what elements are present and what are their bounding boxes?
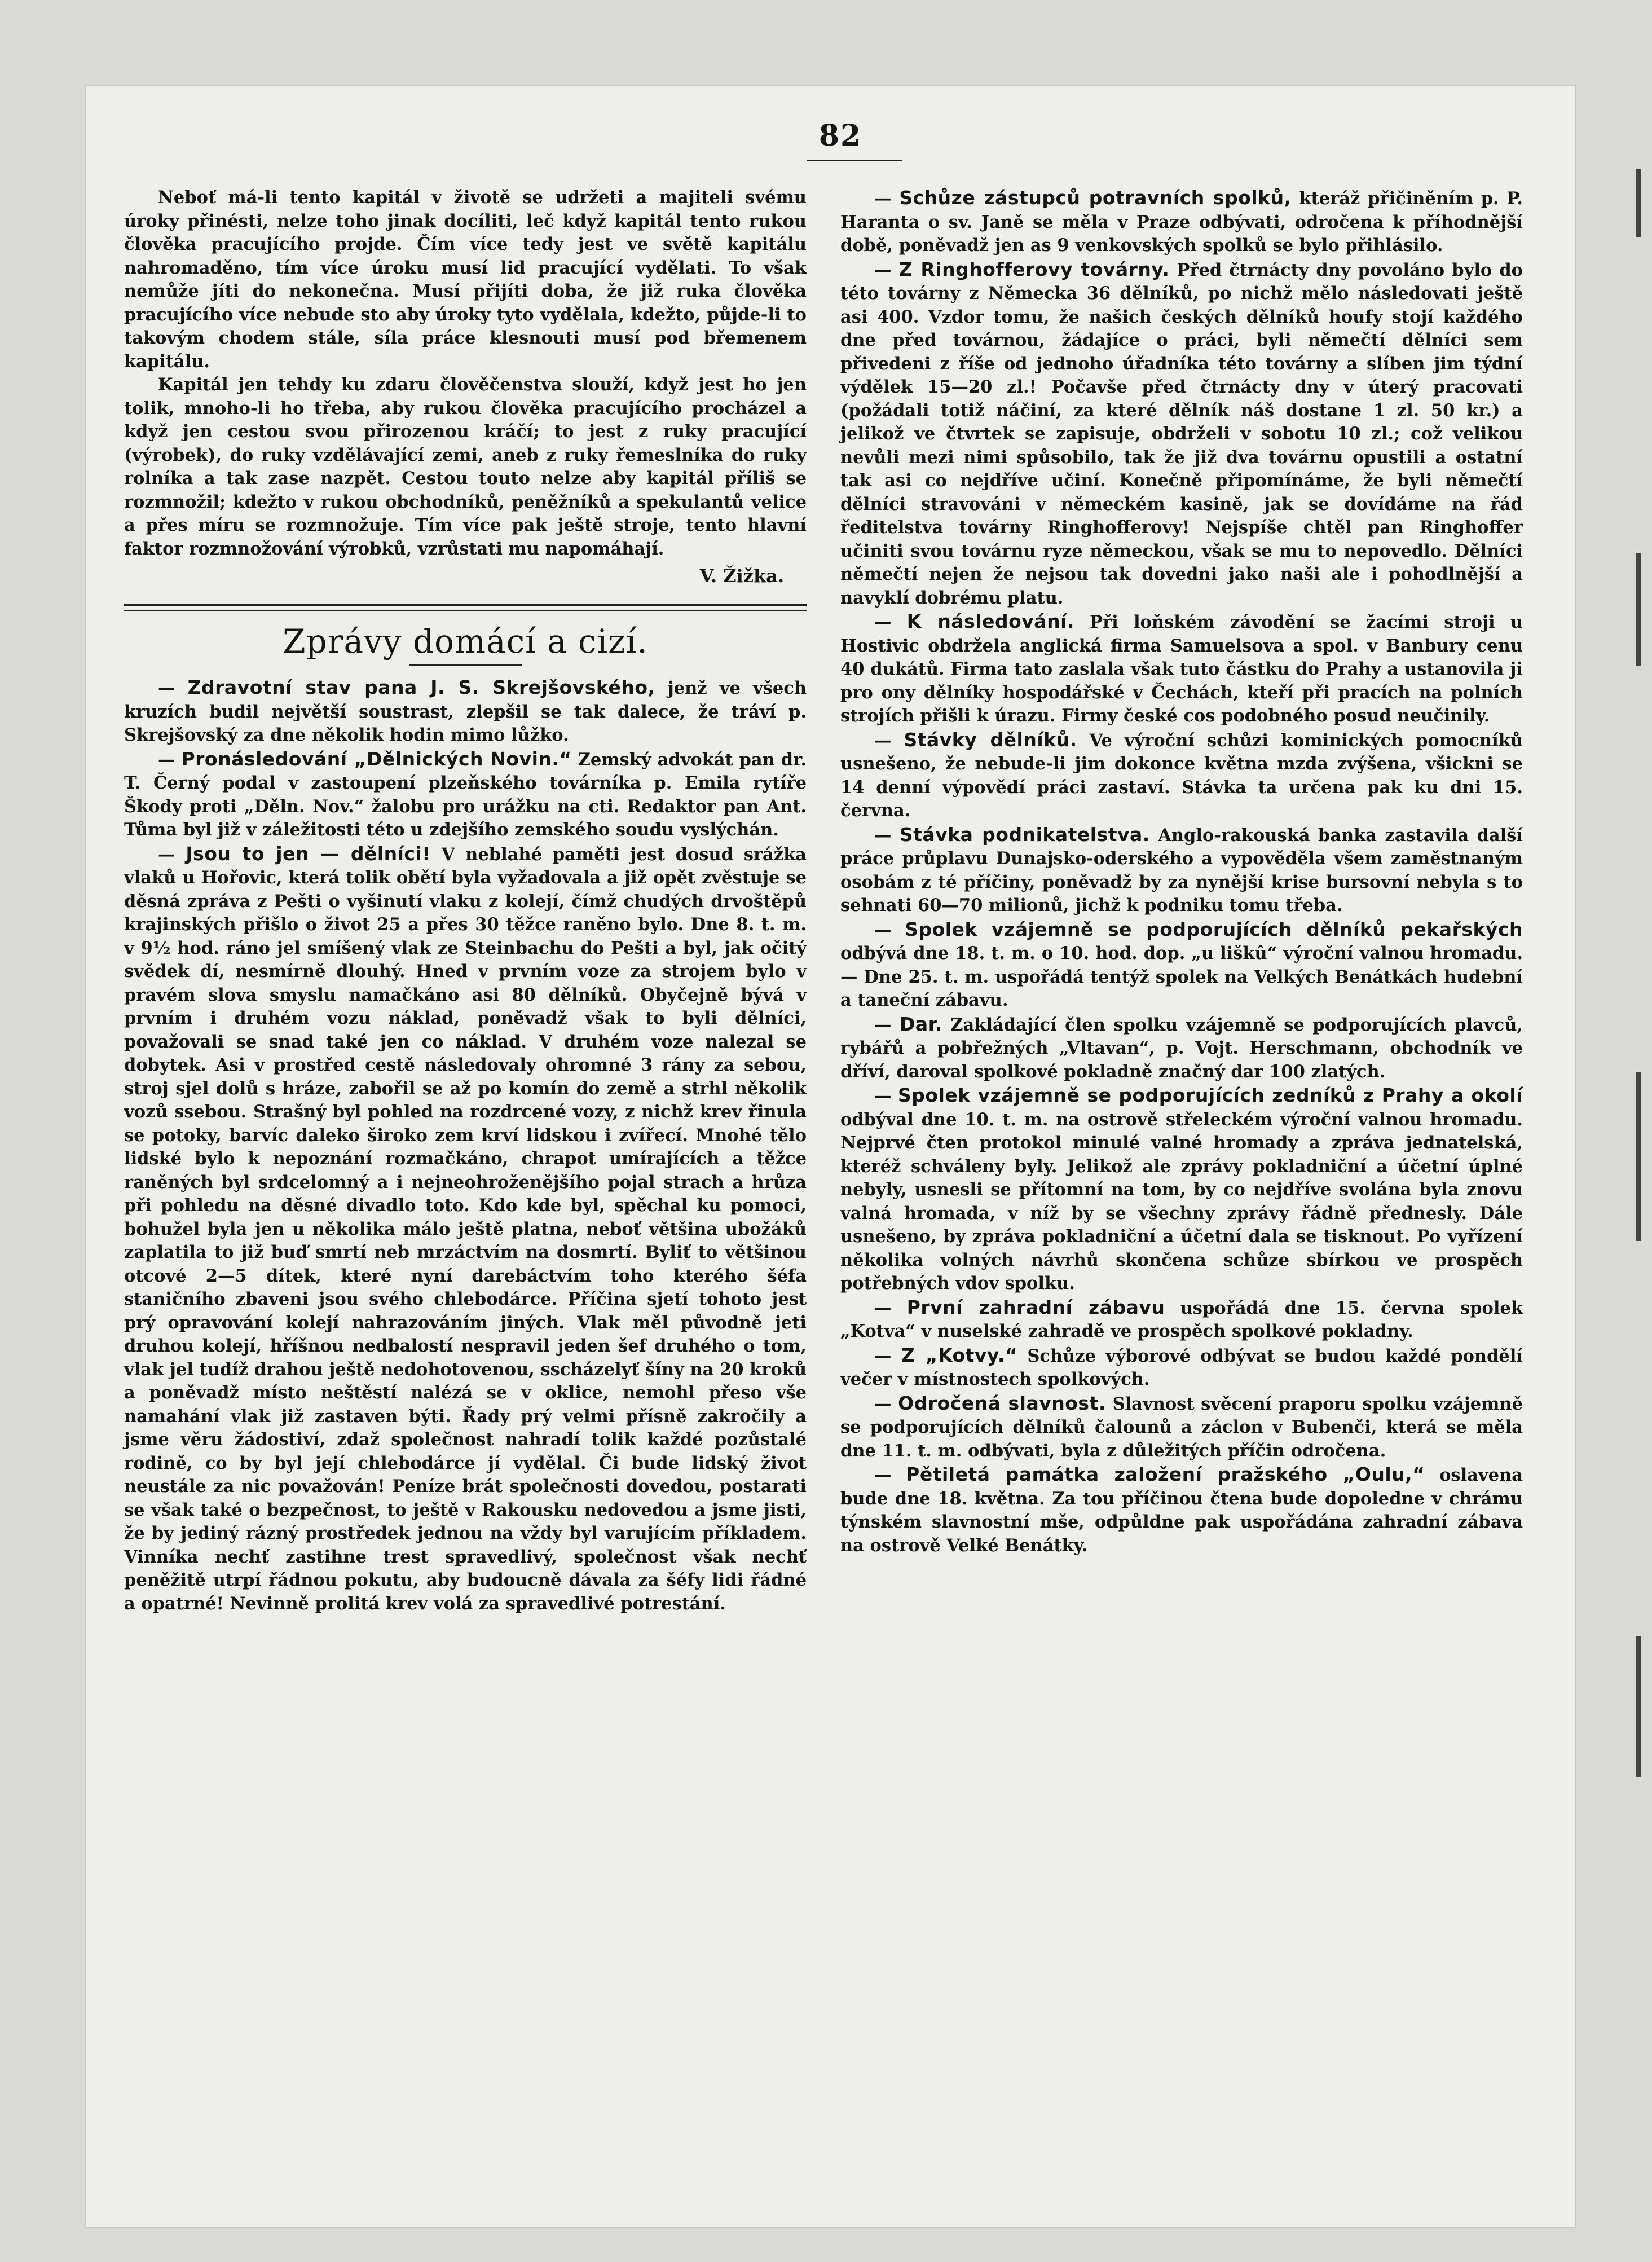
article-paragraph: Kapitál jen tehdy ku zdaru člověčenstva slouží, když jest ho jen tolik, mnoho-li ho třeba, aby rukou člověka pracujícího procházel a když jen cestou svou přirozenou kráčí; to jest z ruky pracující (výrobek), do ruky vzdělávající zemi, aneb z ruky řemeslníka do ruky rolníka a tak zase nazpět. Cestou touto nelze aby kapitál příliš se rozmnožil; kdežto v rukou obchodníků, peněžníků a spekulantů velice a přes míru se rozmnožuje. Tím více pak ještě stroje, tento hlavní faktor rozmnožování výrobků, vzrůstati mu napomáhají. [124,375,807,559]
news-text: oslavena bude dne 18. května. Za tou příčinou čtena bude dopoledne v chrámu týnském slavnostní mše, odpůldne pak uspořádána zahradní zábava na ostrově Velké Benátky. [840,1465,1523,1556]
scan-margin-mark [1636,169,1641,237]
news-headline: Z „Kotvy.“ [901,1344,1018,1366]
news-dash: — [874,188,892,209]
news-headline: Jsou to jen — dělníci! [186,842,431,865]
section-title-rule [409,664,522,666]
page-number: 82 [818,118,862,153]
news-text: Při loňském závodění se žacími stroji u Hostivic obdržela anglická firma Samuelsova a spol. v Banbury cenu 40 dukátů. Firma tato zaslala však tuto částku do Prahy a ustanovila ji pro ony dělníky hospodářské v Čechách, kteří při pracích na polních strojích přišli k úrazu. Firmy české cos podobného posud neučinily. [840,612,1523,726]
news-dash: — [874,1393,892,1414]
news-dash: — [874,1345,892,1366]
news-dash: — [158,678,175,698]
news-headline: Schůze zástupců potravních spolků, [899,187,1292,209]
news-item [124,842,807,1616]
news-headline: Stávka podnikatelstva. [899,823,1150,846]
news-text: Zakládající člen spolku vzájemně se podporujících plavců, rybářů a pobřežných „Vltavan“, p. Vojt. Herschmann, obchodník ve dříví, daroval spolkové pokladně značný dar 100 zlatých. [840,1014,1523,1082]
news-text: uspořádá dne 15. června spolek „Kotva“ v nuselské zahradě ve prospěch spolkové pokladny. [840,1297,1523,1341]
news-headline: Zdravotní stav pana J. S. Skrejšovského, [187,676,655,698]
news-dash: — [874,1086,892,1106]
news-item [840,1392,1523,1463]
news-item [840,1296,1523,1344]
news-headline: Pětiletá památka založení pražského „Oulu,“ [906,1463,1425,1485]
news-item [840,1463,1523,1557]
news-text: kteráž přičiněním p. P. Haranta o sv. Janě se měla v Praze odbývati, odročena k příhodnější době, poněvadž jen as 9 venkovských spolků se bylo přihlásilo. [840,188,1523,256]
news-text: Ve výroční schůzi kominických pomocníků usnešeno, že nebude-li jim dokonce května mzda zvýšena, všickni se 14 denní výpovědí práci zastaví. Stávka ta určena pak ku dni 15. června. [840,730,1523,821]
section-divider [124,604,807,611]
news-headline: Odročená slavnost. [898,1392,1106,1414]
news-item [840,1344,1523,1392]
news-item [840,728,1523,823]
scan-margin-mark [1636,1072,1641,1241]
news-item [840,186,1523,258]
news-text: odbývá dne 18. t. m. o 10. hod. dop. „u liškû“ výroční valnou hromadu. — Dne 25. t. m. uspořádá tentýž spolek na Velkých Benátkách hudební a taneční zábavu. [840,943,1523,1010]
news-item [840,610,1523,728]
news-text: odbýval dne 10. t. m. na ostrově střeleckém výroční valnou hromadu. Nejprvé čten protokol minulé valné hromady a zpráva jednatelská, kteréž schváleny byly. Jelikož ale zprávy pokladniční a účetní úplné nebyly, usnesli se přítomní na tom, by co nejdříve svolána byla znovu valná hromada, v níž by se všechny zprávy řádně přednesly. Dále usnešeno, by zpráva pokladniční a účetní dala se tisknout. Po vyřízení několika volných návrhů skončena schůze sbírkou ve prospěch potřebných vdov spolku. [840,1109,1523,1293]
news-headline: Stávky dělníků. [904,728,1077,751]
page-number-rule [807,160,902,161]
news-item [840,823,1523,918]
news-item [124,676,807,747]
news-text: Anglo-rakouská banka zastavila další práce průplavu Dunajsko-oderského a vypověděla všem zaměstnaným osobám z té příčiny, poněvadž by za nynější krise bursovní nebyla s to sehnati 60—70 milionů, jichž k podniku tomu třeba. [840,825,1523,916]
news-item [840,918,1523,1013]
news-headline: První zahradní zábavu [906,1296,1165,1318]
news-text: jenž ve všech kruzích budil největší soustrast, zlepšil se tak dalece, že tráví p. Skrejšovský za dne několik hodin mimo lůžko. [124,678,807,745]
left-column [124,186,807,1616]
news-dash: — [874,1014,892,1035]
scan-margin-mark [1636,1636,1641,1777]
news-dash: — [874,259,892,280]
article-signature: V. Žižka. [699,565,784,587]
news-dash: — [874,730,892,751]
news-dash: — [158,749,175,770]
news-text: Slavnost svěcení praporu spolku vzájemně se podporujících dělníků čalounů a záclon v Bubenči, která se měla dne 11. t. m. odbývati, byla z důležitých příčin odročena. [840,1393,1523,1461]
news-dash: — [158,844,175,865]
news-headline: Pronásledování „Dělnických Novin.“ [181,747,572,770]
news-text: Zemský advokát pan dr. T. Černý podal v zastoupení plzeňského továrníka p. Emila rytíře Škody proti „Děln. Nov.“ žalobu pro urážku na cti. Redaktor pan Ant. Tůma byl již v záležitosti této u zdejšího zemského soudu vyslýchán. [124,749,807,840]
news-text: Před čtrnácty dny povoláno bylo do této továrny z Německa 36 dělníků, po nichž mělo následovati ještě asi 400. Vzdor tomu, že našich českých dělníků houfy stojí každého dne před továrnou, žádajíce o práci, byli němečtí dělníci sem přivedeni z říše od jednoho úřadníka této továrny a slíben jim týdní výdělek 15—20 zl.! Počavše před čtrnácty dny v úterý pracovati (požádali totiž náčiní, za které dělník náš dostane 1 zl. 50 kr.) a jelikož ve čtvrtek se zapisuje, obdrželi v sobotu 10 zl.; což velikou nevůli mezi nimi spůsobilo, tak že již dva továrnu opustili a ostatní tak asi co nejdříve učiní. Konečně připomínáme, že byli němečtí dělníci stravováni v německém kasině, jak se dovídáme na řád ředitelstva továrny Ringhofferovy! Nejspíše chtěl pan Ringhoffer učiniti svou továrnu ryze německou, však se mu to nepovedlo. Dělníci němečtí nejen že nejsou tak dovedni jako naši ale i pohodlnější a navyklí dobrému platu. [840,259,1523,608]
right-column [840,186,1523,1557]
news-item [840,1084,1523,1296]
news-headline: Z Ringhofferovy továrny. [898,258,1170,280]
news-dash: — [874,919,892,940]
news-text: V neblahé paměti jest dosud srážka vlaků u Hořovic, která tolik obětí byla vyžadovala a již opět zvěstuje se děsná zpráva z Pešti o vyšinutí vlaku z kolejí, čímž chudých drvoštěpů krajinských přišlo o život 25 a přes 30 těžce raněno bylo. Dne 8. t. m. v 9½ hod. ráno jel smíšený vlak ze Steinbachu do Pešti a byl, jak očitý svědek dí, nesmírně dlouhý. Hned v prvním voze za strojem bylo v pravém slova smyslu namačkáno asi 80 dělníků. Obyčejně bývá v prvním i druhém vozu náklad, poněvadž však to byli dělníci, považovali se snad také jen co náklad. V druhém voze nalezal se dobytek. Asi v prostřed cestě následovaly ohromné 3 rány za sebou, stroj sjel dolů s hráze, zabořil se až po komín do země a strhl několik vozů ssebou. Strašný byl pohled na rozdrcené vozy, z nichž krev řinula se potoky, barvíc daleko široko zem krví lidskou i zvířecí. Mnohé tělo lidské bylo k nepoznání rozmačkáno, chrapot umírajících a těžce raněných byl srdcelomný a i nejneohroženějšího pojal strach a hrůza při pohledu na děsné divadlo toto. Kdo kde byl, spěchal ku pomoci, bohužel byla jen u několika málo ještě platna, neboť většina ubožáků zaplatila to již buď smrtí neb mrzáctvím na dosmrtí. Byliť to většinou otcové 2—5 dítek, které nyní darebáctvím toho kterého šéfa staničního zbaveni jsou svého chlebodárce. Příčina sjetí tohoto jest prý opravování kolejí nahrazováním jiných. Vlak měl původně jeti druhou kolejí, hříšnou nedbalostí nespravil jeden šef druhého o tom, vlak jel tudíž drahou ještě nedohotovenou, sscházelyť šíny na 20 kroků a poněvadž místo neštěstí nalézá se v oklice, nemohl přeso vše namahání vlak již zastaven býti. Řady prý velmi přísně zakročily a jsme věru žádostiví, zdaž společnost nahradí tolik každé pozůstalé rodině, co by byl její chlebodárce jí vydělal. Či bude lidský život neustále za nic považován! Peníze brát společnosti dovedou, postarati se však také o bezpečnost, to ještě v Rakousku nedovedou a jsme jisti, že by jediný rázný prostředek jednou na vždy byl varujícím příkladem. Vinníka nechť zastihne trest spravedlivý, společnost však nechť peněžitě utrpí řádnou pokutu, aby budoucně dávala za šéfy lidi řádné a opatrné! Nevinně prolitá krev volá za spravedlivé potrestání. [124,844,807,1614]
news-text: Schůze výborové odbývat se budou každé pondělí večer v místnostech spolkových. [840,1345,1523,1389]
news-dash: — [874,825,892,846]
article-paragraph: Neboť má-li tento kapitál v životě se udržeti a majiteli svému úroky přinésti, nelze toho jinak docíliti, leč když kapitál tento rukou člověka pracujícího projde. Čím více tedy jest ve světě kapitálu nahromaděno, tím více úroku musí lid pracující vydělati. To však nemůže jíti do nekonečna. Musí přijíti doba, že již ruka člověka pracujícího více nebude sto aby úroky tyto vydělala, kdežto, půjde-li to takovým chodem stále, síla práce klesnouti musí pod břemenem kapitálu. [124,187,807,372]
news-headline: Dar. [900,1013,942,1035]
news-item [124,747,807,842]
section-title: Zprávy domácí a cizí. [283,622,648,661]
news-item [840,258,1523,610]
scan-margin-mark [1636,553,1641,666]
news-dash: — [874,1297,892,1318]
news-item [840,1013,1523,1084]
news-dash: — [874,1465,892,1485]
news-dash: — [874,612,892,632]
news-headline: Spolek vzájemně se podporujících dělníků pekařských [905,918,1523,940]
news-headline: K následování. [906,610,1074,632]
news-headline: Spolek vzájemně se podporujících zedníků z Prahy a okolí [898,1084,1523,1106]
